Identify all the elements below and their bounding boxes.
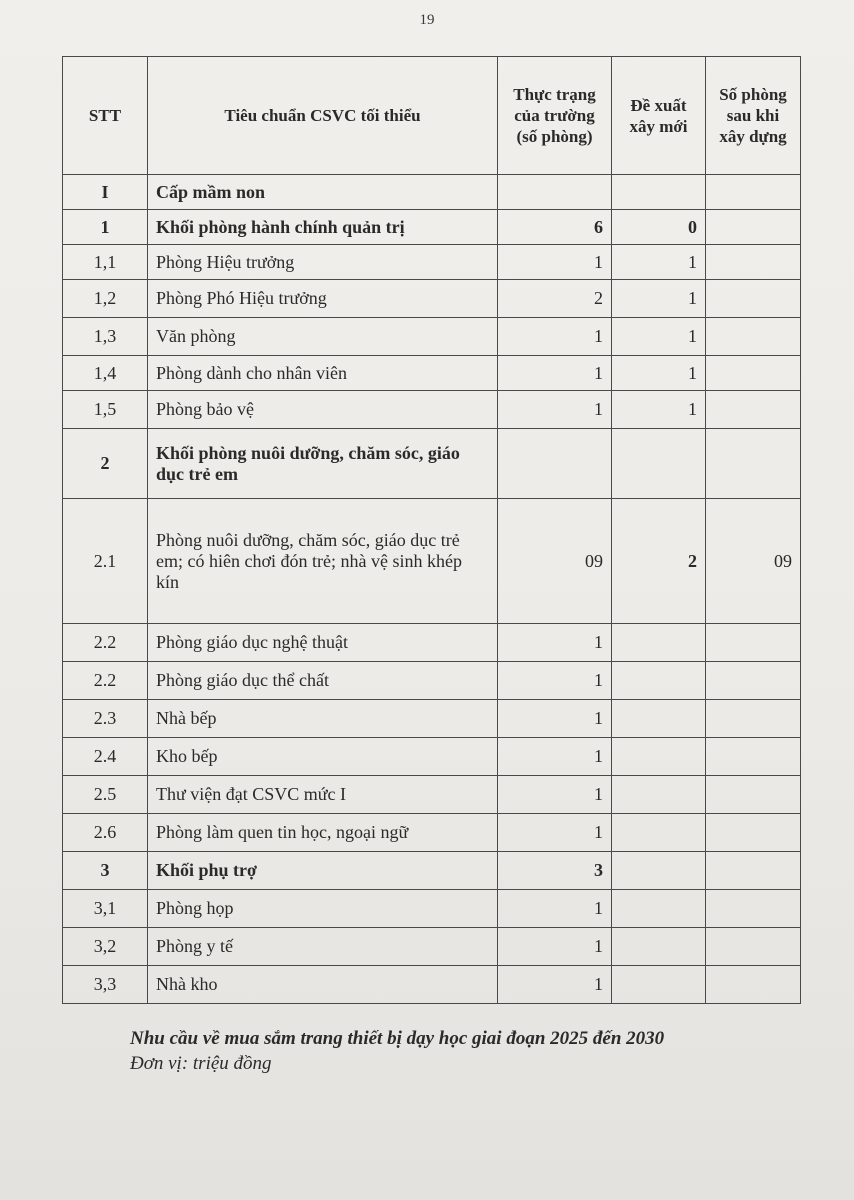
row-current: 09	[498, 499, 612, 624]
row-proposed: 2	[612, 499, 706, 624]
row-proposed	[612, 928, 706, 966]
row-name: Phòng họp	[148, 890, 498, 928]
row-current: 1	[498, 318, 612, 356]
table-row	[63, 318, 801, 356]
row-name: Văn phòng	[148, 318, 498, 356]
row-name: Phòng bảo vệ	[148, 391, 498, 429]
row-proposed	[612, 966, 706, 1004]
row-proposed	[612, 738, 706, 776]
table-row	[63, 391, 801, 429]
header-proposed: Đề xuất xây mới	[612, 57, 706, 175]
page-number: 19	[419, 12, 435, 28]
table-row	[63, 814, 801, 852]
row-name: Phòng nuôi dưỡng, chăm sóc, giáo dục trẻ em; có hiên chơi đón trẻ; nhà vệ sinh khép kín	[148, 499, 498, 624]
row-after: 09	[706, 499, 801, 624]
row-stt: 2.5	[63, 776, 148, 814]
row-name: Khối phòng hành chính quản trị	[148, 210, 498, 245]
row-current: 1	[498, 624, 612, 662]
row-name: Phòng Hiệu trưởng	[148, 245, 498, 280]
header-after: Số phòng sau khi xây dựng	[706, 57, 801, 175]
table-row	[63, 890, 801, 928]
row-after	[706, 391, 801, 429]
row-after	[706, 966, 801, 1004]
row-proposed: 1	[612, 245, 706, 280]
row-after	[706, 738, 801, 776]
row-proposed	[612, 429, 706, 499]
row-after	[706, 776, 801, 814]
row-proposed	[612, 776, 706, 814]
table-row	[63, 738, 801, 776]
row-stt: 3	[63, 852, 148, 890]
row-proposed	[612, 814, 706, 852]
row-name: Nhà bếp	[148, 700, 498, 738]
row-stt: 1,1	[63, 245, 148, 280]
row-current: 1	[498, 814, 612, 852]
row-stt: 2.4	[63, 738, 148, 776]
table-row	[63, 928, 801, 966]
table-row	[63, 776, 801, 814]
row-stt: 2.2	[63, 662, 148, 700]
row-current: 1	[498, 700, 612, 738]
row-name: Phòng Phó Hiệu trưởng	[148, 280, 498, 318]
table-row	[63, 280, 801, 318]
row-current: 1	[498, 662, 612, 700]
table-row	[63, 245, 801, 280]
row-current: 1	[498, 391, 612, 429]
row-stt: 2.6	[63, 814, 148, 852]
row-stt: 3,3	[63, 966, 148, 1004]
row-proposed	[612, 624, 706, 662]
row-after	[706, 662, 801, 700]
row-current: 1	[498, 356, 612, 391]
row-name: Thư viện đạt CSVC mức I	[148, 776, 498, 814]
table-row	[63, 175, 801, 210]
table-row	[63, 966, 801, 1004]
row-name: Phòng y tế	[148, 928, 498, 966]
table-row	[63, 662, 801, 700]
row-current: 1	[498, 245, 612, 280]
row-stt: 1	[63, 210, 148, 245]
row-name: Phòng giáo dục thể chất	[148, 662, 498, 700]
row-after	[706, 814, 801, 852]
row-name: Phòng dành cho nhân viên	[148, 356, 498, 391]
row-after	[706, 928, 801, 966]
row-current: 3	[498, 852, 612, 890]
row-current: 1	[498, 966, 612, 1004]
row-after	[706, 700, 801, 738]
row-stt: 3,1	[63, 890, 148, 928]
caption-title: Nhu cầu về mua sắm trang thiết bị dạy học giai đoạn 2025 đến 2030	[130, 1028, 665, 1049]
row-after	[706, 429, 801, 499]
table-row	[63, 210, 801, 245]
row-current: 1	[498, 928, 612, 966]
row-stt: 1,4	[63, 356, 148, 391]
row-stt: 1,5	[63, 391, 148, 429]
row-stt: 1,3	[63, 318, 148, 356]
row-stt: 2.1	[63, 499, 148, 624]
table-row	[63, 499, 801, 624]
caption-unit: Đơn vị: triệu đồng	[130, 1053, 272, 1074]
row-current: 1	[498, 890, 612, 928]
row-proposed: 1	[612, 318, 706, 356]
row-proposed	[612, 890, 706, 928]
row-stt: 2	[63, 429, 148, 499]
table-row	[63, 356, 801, 391]
table-row	[63, 700, 801, 738]
row-current	[498, 175, 612, 210]
row-stt: 2.2	[63, 624, 148, 662]
row-proposed: 1	[612, 356, 706, 391]
row-stt: 1,2	[63, 280, 148, 318]
row-proposed: 1	[612, 280, 706, 318]
row-after	[706, 210, 801, 245]
row-proposed: 1	[612, 391, 706, 429]
header-stt: STT	[63, 57, 148, 175]
row-name: Kho bếp	[148, 738, 498, 776]
row-proposed	[612, 700, 706, 738]
row-proposed	[612, 175, 706, 210]
row-name: Nhà kho	[148, 966, 498, 1004]
row-current	[498, 429, 612, 499]
table-row	[63, 624, 801, 662]
facility-table	[62, 56, 801, 1004]
row-after	[706, 318, 801, 356]
row-name: Phòng làm quen tin học, ngoại ngữ	[148, 814, 498, 852]
row-stt: I	[63, 175, 148, 210]
row-proposed	[612, 662, 706, 700]
table-row	[63, 852, 801, 890]
row-name: Khối phụ trợ	[148, 852, 498, 890]
table-row	[63, 429, 801, 499]
row-proposed: 0	[612, 210, 706, 245]
row-name: Phòng giáo dục nghệ thuật	[148, 624, 498, 662]
row-after	[706, 624, 801, 662]
row-name: Cấp mầm non	[148, 175, 498, 210]
row-current: 6	[498, 210, 612, 245]
table-header-row	[63, 57, 801, 175]
row-name: Khối phòng nuôi dưỡng, chăm sóc, giáo dục trẻ em	[148, 429, 498, 499]
row-current: 1	[498, 776, 612, 814]
row-after	[706, 890, 801, 928]
row-after	[706, 280, 801, 318]
row-after	[706, 356, 801, 391]
row-stt: 3,2	[63, 928, 148, 966]
header-current: Thực trạng của trường (số phòng)	[498, 57, 612, 175]
row-proposed	[612, 852, 706, 890]
row-after	[706, 175, 801, 210]
row-current: 1	[498, 738, 612, 776]
row-after	[706, 245, 801, 280]
row-after	[706, 852, 801, 890]
row-stt: 2.3	[63, 700, 148, 738]
row-current: 2	[498, 280, 612, 318]
header-criteria: Tiêu chuẩn CSVC tối thiểu	[148, 57, 498, 175]
